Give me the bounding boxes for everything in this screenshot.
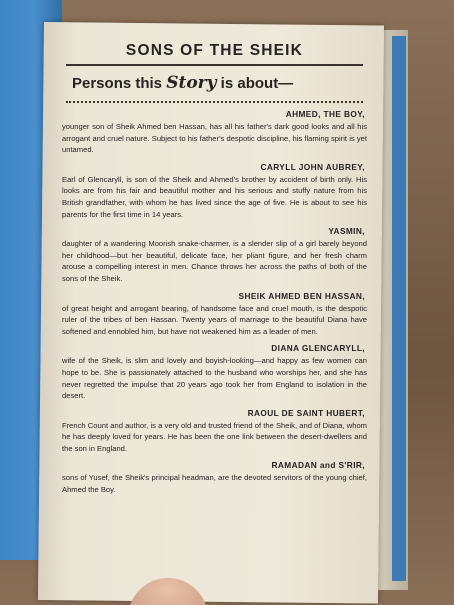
intro-heading [72, 73, 367, 93]
dotted-rule [66, 101, 363, 103]
character-entry [62, 343, 367, 401]
character-entry [62, 460, 367, 495]
character-entry [62, 226, 367, 284]
intro-after: is about— [216, 75, 294, 92]
character-name: AHMED, THE BOY, [285, 109, 365, 119]
character-description: sons of Yusef, the Sheik's principal headman, are the devoted servitors of the young chief, Ahmed the Boy. [62, 473, 367, 495]
character-name: DIANA GLENCARYLL, [271, 343, 365, 354]
character-name: CARYLL JOHN AUBREY, [260, 161, 365, 172]
character-name: RAOUL DE SAINT HUBERT, [247, 407, 365, 418]
character-name: RAMADAN and S'RIR, [271, 460, 365, 471]
intro-before: Persons this [72, 75, 167, 92]
page-title: SONS OF THE SHEIK [125, 42, 304, 59]
character-entry [62, 109, 367, 156]
character-description: wife of the Sheik, is slim and lovely and boyish-looking—and happy as few women can hope to be. She is passionately attached to the husband who worships her, and she has never regretted the impulse that 20 years ago took her from England to isolation in the desert. [62, 356, 367, 401]
character-entry [62, 162, 367, 220]
character-entry [62, 291, 367, 338]
character-entry [62, 408, 367, 455]
character-description: French Count and author, is a very old and trusted friend of the Sheik, and of Diana, whom he has deeply loved for years. He has been the one link between the desert-dwellers and the son in England. [62, 420, 367, 453]
character-name: SHEIK AHMED BEN HASSAN, [238, 290, 365, 301]
character-description: daughter of a wandering Moorish snake-charmer, is a slender slip of a girl barely beyond her childhood—but her beautiful, delicate face, her pliant figure, and her fresh charm arouse a compelling interest in men. Chance throws her across the paths of both of the sons of the Sheik. [62, 239, 367, 283]
back-cover-blue-edge [392, 36, 406, 581]
intro-story-word: Story [166, 73, 217, 93]
page-content [62, 30, 367, 496]
character-description: younger son of Sheik Ahmed ben Hassan, has all his father's dark good looks and all his arrogant and cruel nature. Subject to his father's despotic discipline, his flaming spirit is yet untamed. [62, 122, 367, 155]
title-rule [66, 64, 363, 66]
character-description: of great height and arrogant bearing, of handsome face and cruel mouth, is the despotic ruler of the tribes of ben Hassan. Twenty years of marriage to the beautiful Diana have softened and ennobled him, but have not weakened him as a leader of men. [62, 303, 367, 336]
character-name: YASMIN, [328, 226, 365, 237]
character-description: Earl of Glencaryll, is son of the Sheik and Ahmed's brother by accident of birth only. His looks are from his fair and beautiful mother and his serious and stuffy nature from his British grandfather, with whom he has lived since the age of five. He is about to see his parents for the first time in 14 years. [62, 174, 367, 219]
